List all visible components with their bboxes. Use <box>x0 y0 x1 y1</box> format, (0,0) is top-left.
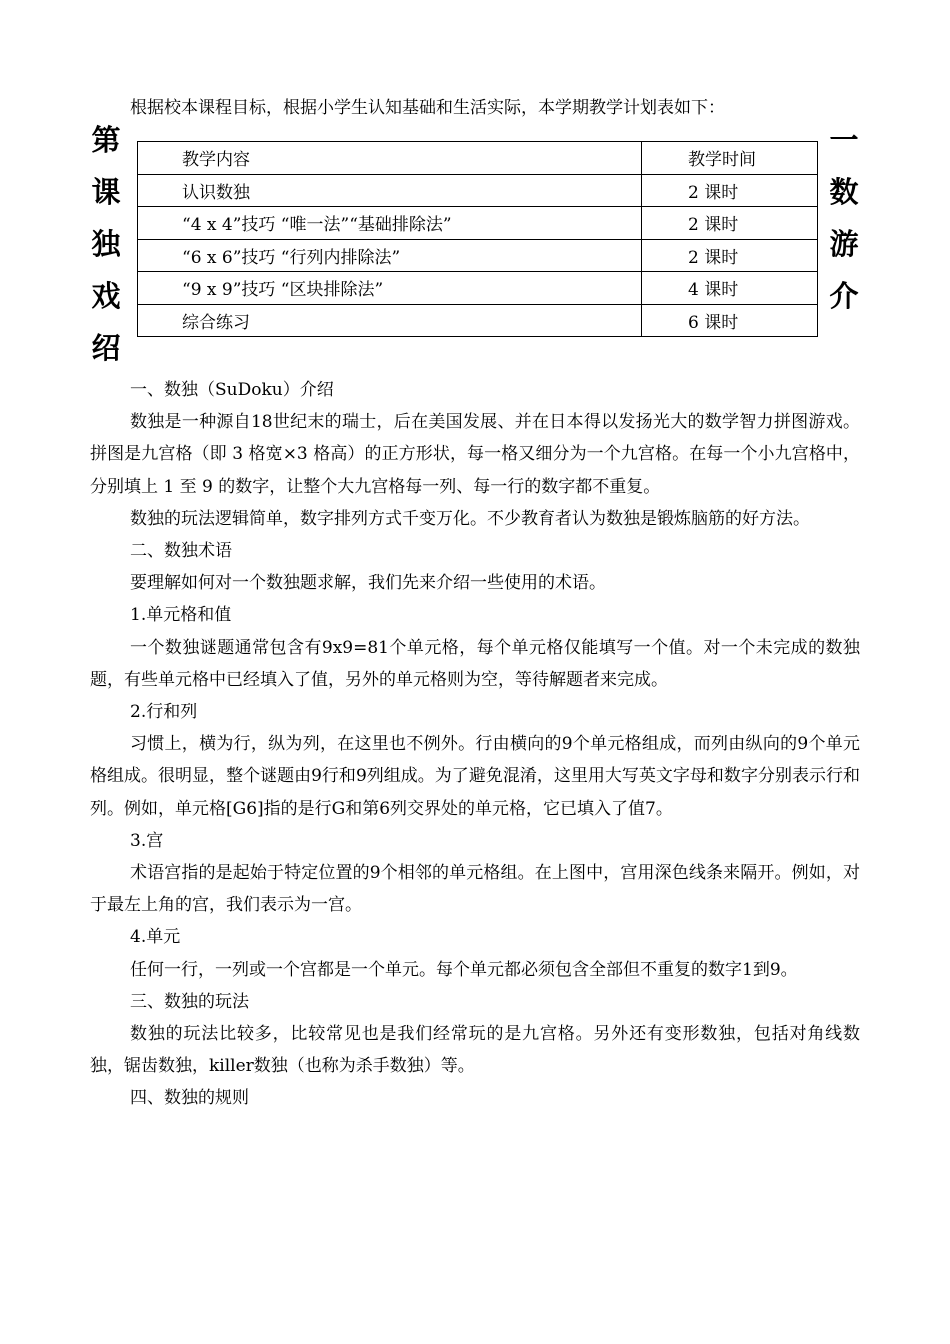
vertical-title-left <box>86 114 126 374</box>
vertical-char: 一 <box>829 123 859 157</box>
paragraph: 数独是一种源自18世纪末的瑞士，后在美国发展、并在日本得以发扬光大的数学智力拼图游戏。拼图是九宫格（即 3 格宽×3 格高）的正方形状，每一格又细分为一个九宫格。在每一个小九宫格中，分别填上 1 至 9 的数字，让整个大九宫格每一列、每一行的数字都不重复。 <box>90 412 860 497</box>
subsection-heading: 3.宫 <box>130 830 164 851</box>
paragraph: 数独的玩法比较多，比较常见也是我们经常玩的是九宫格。另外还有变形数独，包括对角线数独，锯齿数独，killer数独（也称为杀手数独）等。 <box>90 1024 860 1077</box>
table-row <box>138 239 818 272</box>
intro-text: 根据校本课程目标，根据小学生认知基础和生活实际，本学期教学计划表如下： <box>130 98 725 118</box>
cell-time: 2 课时 <box>642 174 818 207</box>
cell-content: 综合练习 <box>138 304 642 337</box>
paragraph: 任何一行，一列或一个宫都是一个单元。每个单元都必须包含全部但不重复的数字1到9。 <box>130 959 798 980</box>
cell-time: 4 课时 <box>642 272 818 305</box>
vertical-char: 游 <box>829 227 859 261</box>
section-heading: 二、数独术语 <box>130 541 232 562</box>
header-time: 教学时间 <box>642 142 818 175</box>
paragraph: 要理解如何对一个数独题求解，我们先来介绍一些使用的术语。 <box>130 573 606 594</box>
section-heading: 一、数独（SuDoku）介绍 <box>130 380 334 400</box>
cell-content: “9 x 9”技巧 “区块排除法” <box>138 272 642 305</box>
table-row <box>138 304 818 337</box>
table-row <box>138 272 818 305</box>
vertical-char: 绍 <box>91 331 121 365</box>
vertical-char: 介 <box>829 279 859 313</box>
vertical-char: 独 <box>91 227 121 261</box>
cell-time: 2 课时 <box>642 239 818 272</box>
subsection-heading: 4.单元 <box>130 927 181 948</box>
vertical-char: 第 <box>91 123 121 157</box>
section-heading: 三、数独的玩法 <box>130 991 249 1012</box>
document-body <box>90 374 860 1115</box>
paragraph: 一个数独谜题通常包含有9x9=81个单元格，每个单元格仅能填写一个值。对一个未完成的数独题，有些单元格中已经填入了值，另外的单元格则为空，等待解题者来完成。 <box>90 637 860 690</box>
table-header-row <box>138 142 818 175</box>
vertical-char: 数 <box>829 175 859 209</box>
table-row <box>138 174 818 207</box>
cell-time: 2 课时 <box>642 207 818 240</box>
subsection-heading: 1.单元格和值 <box>130 605 232 626</box>
vertical-title-right <box>824 114 864 322</box>
header-content: 教学内容 <box>138 142 642 175</box>
paragraph: 术语宫指的是起始于特定位置的9个相邻的单元格组。在上图中，宫用深色线条来隔开。例如，对于最左上角的宫，我们表示为一宫。 <box>90 863 860 916</box>
cell-time: 6 课时 <box>642 304 818 337</box>
subsection-heading: 2.行和列 <box>130 702 198 723</box>
table-row <box>138 207 818 240</box>
vertical-char: 戏 <box>91 279 121 313</box>
section-heading: 四、数独的规则 <box>130 1088 249 1109</box>
paragraph: 数独的玩法逻辑简单，数字排列方式千变万化。不少教育者认为数独是锻炼脑筋的好方法。 <box>130 508 810 529</box>
vertical-char: 课 <box>91 175 121 209</box>
teaching-plan-table <box>137 141 818 337</box>
paragraph: 习惯上，横为行，纵为列，在这里也不例外。行由横向的9个单元格组成，而列由纵向的9个单元格组成。很明显，整个谜题由9行和9列组成。为了避免混淆，这里用大写英文字母和数字分别表示行和列。例如，单元格[G6]指的是行G和第6列交界处的单元格，它已填入了值7。 <box>90 734 860 819</box>
cell-content: 认识数独 <box>138 174 642 207</box>
cell-content: “4 x 4”技巧 “唯一法”“基础排除法” <box>138 207 642 240</box>
cell-content: “6 x 6”技巧 “行列内排除法” <box>138 239 642 272</box>
